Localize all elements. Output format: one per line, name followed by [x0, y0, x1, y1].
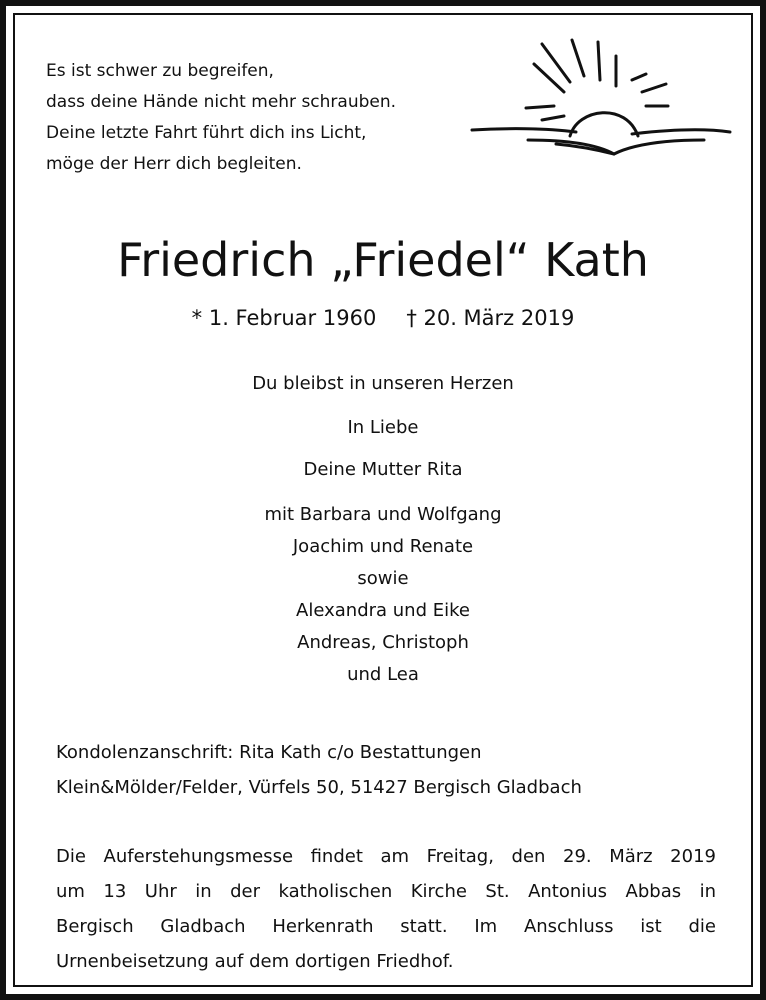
poem-line: Es ist schwer zu begreifen,: [46, 61, 274, 81]
family-member: Joachim und Renate: [292, 536, 474, 557]
family-list: [0, 499, 766, 691]
address-line: Klein&Mölder/Felder, Vürfels 50, 51427 Bergisch Gladbach: [56, 777, 582, 798]
service-line: um 13 Uhr in der katholischen Kirche St. Antonius Abbas in: [56, 881, 716, 902]
service-line: Bergisch Gladbach Herkenrath statt. Im Anschluss ist die: [56, 916, 716, 937]
liebe-text: In Liebe: [347, 417, 419, 438]
poem: [46, 56, 396, 180]
deceased-name: Friedrich „Friedel“ Kath: [117, 233, 649, 287]
mourning-line: [0, 455, 766, 485]
birth-date: * 1. Februar 1960: [191, 306, 377, 330]
family-member: sowie: [357, 568, 409, 589]
address-line: Kondolenzanschrift: Rita Kath c/o Bestattungen: [56, 742, 482, 763]
family-member: mit Barbara und Wolfgang: [264, 504, 502, 525]
herzen-text: Du bleibst in unseren Herzen: [252, 373, 514, 394]
mutter-text: Deine Mutter Rita: [303, 459, 463, 480]
poem-line: Deine letzte Fahrt führt dich ins Licht,: [46, 123, 367, 143]
mourning-line: [0, 413, 766, 443]
death-date: † 20. März 2019: [406, 306, 575, 330]
condolence-address: [56, 735, 582, 805]
sunrise-icon: [466, 36, 736, 160]
service-line: Urnenbeisetzung auf dem dortigen Friedhof.: [56, 951, 454, 972]
poem-line: dass deine Hände nicht mehr schrauben.: [46, 92, 397, 112]
family-member: Alexandra und Eike: [296, 600, 470, 621]
family-member: und Lea: [347, 664, 419, 685]
service-line: Die Auferstehungsmesse findet am Freitag, den 29. März 2019: [56, 846, 716, 867]
family-member: Andreas, Christoph: [297, 632, 469, 653]
service-info: [56, 839, 716, 979]
life-dates: [0, 302, 766, 334]
poem-line: möge der Herr dich begleiten.: [46, 154, 302, 174]
mourning-line: [0, 369, 766, 399]
